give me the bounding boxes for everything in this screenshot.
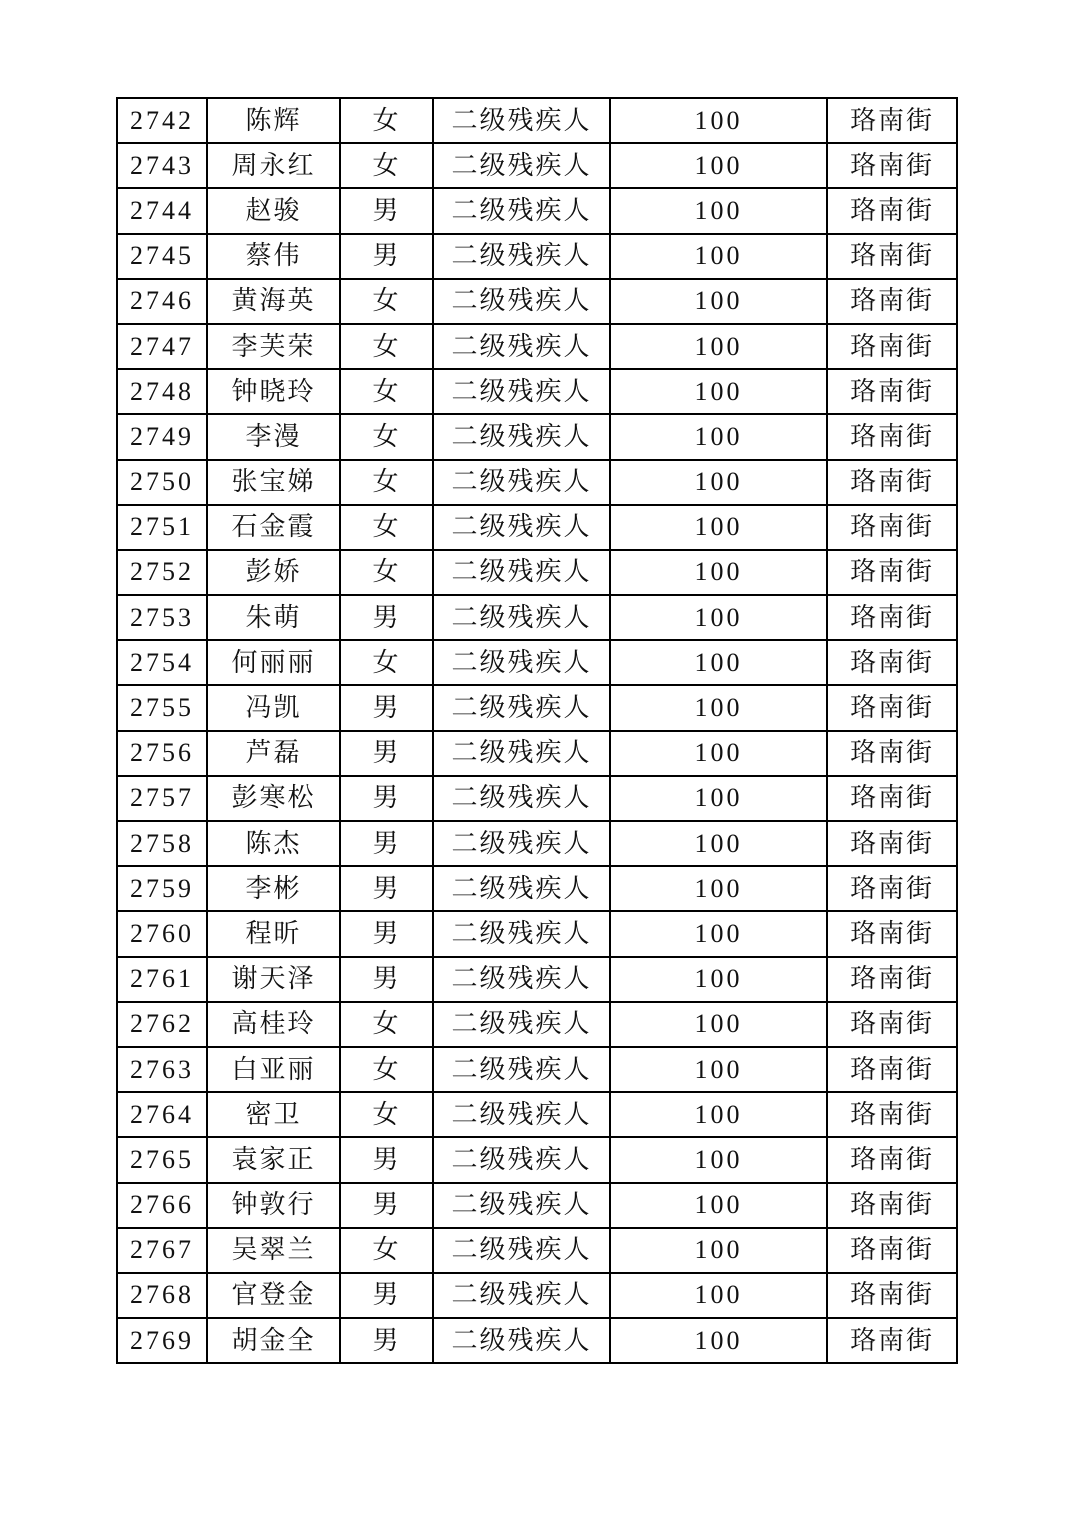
name-cell: 蔡伟 <box>207 234 340 279</box>
amount-cell: 100 <box>610 324 827 369</box>
street-cell: 珞南街 <box>827 776 957 821</box>
category-cell: 二级残疾人 <box>433 1273 610 1318</box>
category-cell: 二级残疾人 <box>433 1002 610 1047</box>
table-row <box>117 731 957 776</box>
amount-cell: 100 <box>610 550 827 595</box>
street-cell: 珞南街 <box>827 1047 957 1092</box>
amount-cell: 100 <box>610 1137 827 1182</box>
gender-cell: 男 <box>340 866 433 911</box>
gender-cell: 男 <box>340 957 433 1002</box>
amount-cell: 100 <box>610 1273 827 1318</box>
id-cell: 2746 <box>117 279 207 324</box>
amount-cell: 100 <box>610 279 827 324</box>
street-cell: 珞南街 <box>827 1273 957 1318</box>
amount-cell: 100 <box>610 1092 827 1137</box>
amount-cell: 100 <box>610 776 827 821</box>
amount-cell: 100 <box>610 821 827 866</box>
name-cell: 钟晓玲 <box>207 369 340 414</box>
roster-table-body <box>117 98 957 1363</box>
category-cell: 二级残疾人 <box>433 821 610 866</box>
category-cell: 二级残疾人 <box>433 1137 610 1182</box>
category-cell: 二级残疾人 <box>433 866 610 911</box>
table-row <box>117 1318 957 1363</box>
street-cell: 珞南街 <box>827 866 957 911</box>
table-row <box>117 1137 957 1182</box>
table-row <box>117 1273 957 1318</box>
roster-table <box>116 97 958 1364</box>
street-cell: 珞南街 <box>827 369 957 414</box>
amount-cell: 100 <box>610 188 827 233</box>
category-cell: 二级残疾人 <box>433 279 610 324</box>
street-cell: 珞南街 <box>827 460 957 505</box>
street-cell: 珞南街 <box>827 234 957 279</box>
category-cell: 二级残疾人 <box>433 957 610 1002</box>
gender-cell: 女 <box>340 324 433 369</box>
category-cell: 二级残疾人 <box>433 685 610 730</box>
id-cell: 2762 <box>117 1002 207 1047</box>
name-cell: 谢天泽 <box>207 957 340 1002</box>
category-cell: 二级残疾人 <box>433 143 610 188</box>
street-cell: 珞南街 <box>827 279 957 324</box>
category-cell: 二级残疾人 <box>433 460 610 505</box>
gender-cell: 男 <box>340 776 433 821</box>
category-cell: 二级残疾人 <box>433 776 610 821</box>
category-cell: 二级残疾人 <box>433 505 610 550</box>
gender-cell: 女 <box>340 414 433 459</box>
gender-cell: 男 <box>340 595 433 640</box>
table-row <box>117 1228 957 1273</box>
table-row <box>117 866 957 911</box>
gender-cell: 女 <box>340 1002 433 1047</box>
category-cell: 二级残疾人 <box>433 188 610 233</box>
street-cell: 珞南街 <box>827 821 957 866</box>
name-cell: 彭寒松 <box>207 776 340 821</box>
id-cell: 2760 <box>117 911 207 956</box>
id-cell: 2763 <box>117 1047 207 1092</box>
gender-cell: 男 <box>340 188 433 233</box>
gender-cell: 男 <box>340 685 433 730</box>
name-cell: 袁家正 <box>207 1137 340 1182</box>
table-row <box>117 460 957 505</box>
id-cell: 2750 <box>117 460 207 505</box>
table-row <box>117 324 957 369</box>
table-row <box>117 821 957 866</box>
name-cell: 石金霞 <box>207 505 340 550</box>
table-row <box>117 550 957 595</box>
amount-cell: 100 <box>610 640 827 685</box>
id-cell: 2757 <box>117 776 207 821</box>
street-cell: 珞南街 <box>827 1002 957 1047</box>
category-cell: 二级残疾人 <box>433 324 610 369</box>
gender-cell: 女 <box>340 460 433 505</box>
street-cell: 珞南街 <box>827 550 957 595</box>
gender-cell: 女 <box>340 550 433 595</box>
category-cell: 二级残疾人 <box>433 1228 610 1273</box>
table-row <box>117 1047 957 1092</box>
id-cell: 2752 <box>117 550 207 595</box>
gender-cell: 女 <box>340 143 433 188</box>
table-row <box>117 685 957 730</box>
street-cell: 珞南街 <box>827 143 957 188</box>
street-cell: 珞南街 <box>827 685 957 730</box>
amount-cell: 100 <box>610 1183 827 1228</box>
gender-cell: 女 <box>340 1228 433 1273</box>
gender-cell: 男 <box>340 234 433 279</box>
gender-cell: 男 <box>340 911 433 956</box>
street-cell: 珞南街 <box>827 505 957 550</box>
id-cell: 2767 <box>117 1228 207 1273</box>
gender-cell: 女 <box>340 1092 433 1137</box>
name-cell: 陈杰 <box>207 821 340 866</box>
name-cell: 冯凯 <box>207 685 340 730</box>
table-row <box>117 957 957 1002</box>
gender-cell: 女 <box>340 640 433 685</box>
id-cell: 2748 <box>117 369 207 414</box>
table-row <box>117 505 957 550</box>
category-cell: 二级残疾人 <box>433 98 610 143</box>
category-cell: 二级残疾人 <box>433 1047 610 1092</box>
street-cell: 珞南街 <box>827 957 957 1002</box>
street-cell: 珞南街 <box>827 414 957 459</box>
street-cell: 珞南街 <box>827 731 957 776</box>
amount-cell: 100 <box>610 685 827 730</box>
amount-cell: 100 <box>610 595 827 640</box>
category-cell: 二级残疾人 <box>433 911 610 956</box>
table-row <box>117 1002 957 1047</box>
id-cell: 2749 <box>117 414 207 459</box>
id-cell: 2747 <box>117 324 207 369</box>
id-cell: 2765 <box>117 1137 207 1182</box>
amount-cell: 100 <box>610 1047 827 1092</box>
street-cell: 珞南街 <box>827 98 957 143</box>
amount-cell: 100 <box>610 98 827 143</box>
table-row <box>117 279 957 324</box>
gender-cell: 女 <box>340 279 433 324</box>
street-cell: 珞南街 <box>827 1183 957 1228</box>
id-cell: 2754 <box>117 640 207 685</box>
gender-cell: 女 <box>340 1047 433 1092</box>
amount-cell: 100 <box>610 505 827 550</box>
gender-cell: 男 <box>340 1137 433 1182</box>
category-cell: 二级残疾人 <box>433 1318 610 1363</box>
table-row <box>117 595 957 640</box>
table-row <box>117 1183 957 1228</box>
id-cell: 2769 <box>117 1318 207 1363</box>
street-cell: 珞南街 <box>827 911 957 956</box>
street-cell: 珞南街 <box>827 324 957 369</box>
name-cell: 彭娇 <box>207 550 340 595</box>
name-cell: 李芙荣 <box>207 324 340 369</box>
name-cell: 钟敦行 <box>207 1183 340 1228</box>
amount-cell: 100 <box>610 1228 827 1273</box>
amount-cell: 100 <box>610 143 827 188</box>
name-cell: 胡金全 <box>207 1318 340 1363</box>
name-cell: 赵骏 <box>207 188 340 233</box>
id-cell: 2742 <box>117 98 207 143</box>
category-cell: 二级残疾人 <box>433 640 610 685</box>
name-cell: 高桂玲 <box>207 1002 340 1047</box>
table-row <box>117 234 957 279</box>
table-row <box>117 98 957 143</box>
amount-cell: 100 <box>610 731 827 776</box>
id-cell: 2759 <box>117 866 207 911</box>
table-row <box>117 1092 957 1137</box>
category-cell: 二级残疾人 <box>433 550 610 595</box>
name-cell: 黄海英 <box>207 279 340 324</box>
table-row <box>117 188 957 233</box>
gender-cell: 男 <box>340 821 433 866</box>
amount-cell: 100 <box>610 911 827 956</box>
table-row <box>117 414 957 459</box>
name-cell: 程昕 <box>207 911 340 956</box>
gender-cell: 女 <box>340 505 433 550</box>
amount-cell: 100 <box>610 1002 827 1047</box>
category-cell: 二级残疾人 <box>433 731 610 776</box>
street-cell: 珞南街 <box>827 1137 957 1182</box>
category-cell: 二级残疾人 <box>433 414 610 459</box>
street-cell: 珞南街 <box>827 188 957 233</box>
category-cell: 二级残疾人 <box>433 595 610 640</box>
name-cell: 李彬 <box>207 866 340 911</box>
gender-cell: 男 <box>340 731 433 776</box>
id-cell: 2755 <box>117 685 207 730</box>
street-cell: 珞南街 <box>827 640 957 685</box>
category-cell: 二级残疾人 <box>433 369 610 414</box>
street-cell: 珞南街 <box>827 595 957 640</box>
name-cell: 芦磊 <box>207 731 340 776</box>
street-cell: 珞南街 <box>827 1092 957 1137</box>
id-cell: 2758 <box>117 821 207 866</box>
name-cell: 李漫 <box>207 414 340 459</box>
gender-cell: 男 <box>340 1183 433 1228</box>
gender-cell: 男 <box>340 1273 433 1318</box>
amount-cell: 100 <box>610 369 827 414</box>
name-cell: 陈辉 <box>207 98 340 143</box>
table-row <box>117 640 957 685</box>
street-cell: 珞南街 <box>827 1228 957 1273</box>
id-cell: 2761 <box>117 957 207 1002</box>
amount-cell: 100 <box>610 234 827 279</box>
id-cell: 2751 <box>117 505 207 550</box>
category-cell: 二级残疾人 <box>433 1183 610 1228</box>
id-cell: 2766 <box>117 1183 207 1228</box>
category-cell: 二级残疾人 <box>433 1092 610 1137</box>
gender-cell: 男 <box>340 1318 433 1363</box>
gender-cell: 女 <box>340 98 433 143</box>
category-cell: 二级残疾人 <box>433 234 610 279</box>
amount-cell: 100 <box>610 1318 827 1363</box>
amount-cell: 100 <box>610 414 827 459</box>
amount-cell: 100 <box>610 957 827 1002</box>
id-cell: 2744 <box>117 188 207 233</box>
id-cell: 2753 <box>117 595 207 640</box>
gender-cell: 女 <box>340 369 433 414</box>
amount-cell: 100 <box>610 460 827 505</box>
name-cell: 白亚丽 <box>207 1047 340 1092</box>
table-row <box>117 369 957 414</box>
table-row <box>117 776 957 821</box>
name-cell: 密卫 <box>207 1092 340 1137</box>
id-cell: 2756 <box>117 731 207 776</box>
amount-cell: 100 <box>610 866 827 911</box>
name-cell: 朱萌 <box>207 595 340 640</box>
id-cell: 2768 <box>117 1273 207 1318</box>
name-cell: 何丽丽 <box>207 640 340 685</box>
name-cell: 官登金 <box>207 1273 340 1318</box>
name-cell: 周永红 <box>207 143 340 188</box>
id-cell: 2743 <box>117 143 207 188</box>
table-row <box>117 911 957 956</box>
street-cell: 珞南街 <box>827 1318 957 1363</box>
name-cell: 张宝娣 <box>207 460 340 505</box>
id-cell: 2745 <box>117 234 207 279</box>
id-cell: 2764 <box>117 1092 207 1137</box>
table-row <box>117 143 957 188</box>
name-cell: 吴翠兰 <box>207 1228 340 1273</box>
